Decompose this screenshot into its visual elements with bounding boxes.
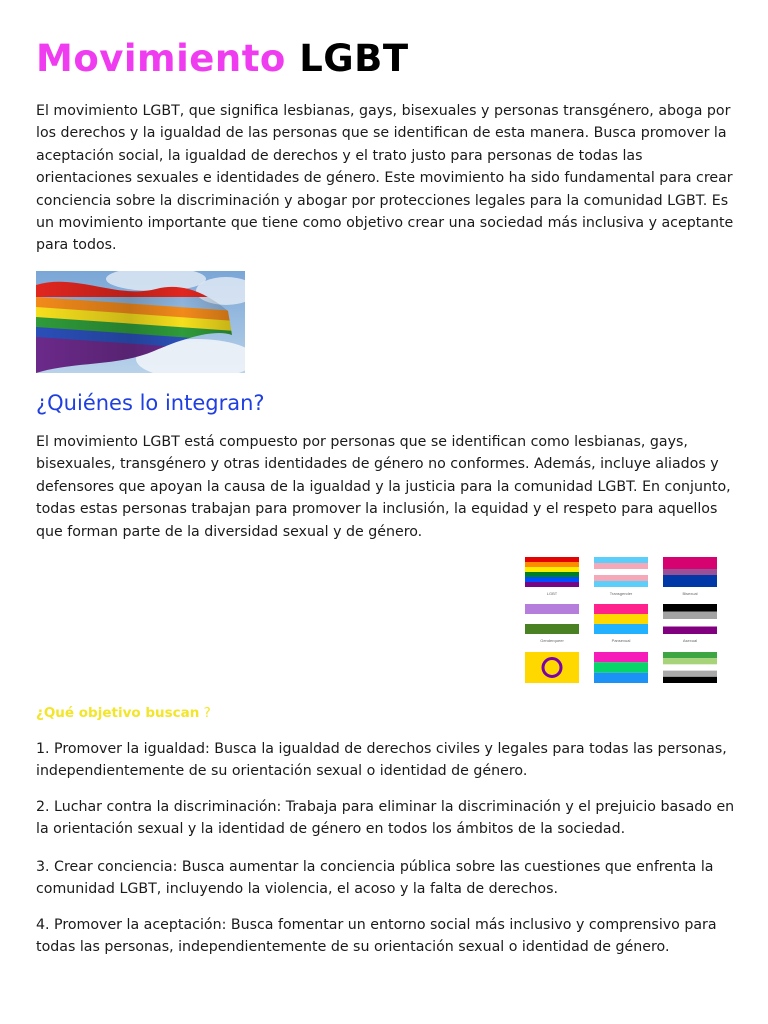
rainbow-flag-photo [36, 271, 245, 373]
title-word-lgbt: LGBT [299, 37, 409, 80]
section-heading-objetivo-tail: ? [199, 705, 211, 721]
flag-label-lgbt: LGBT [546, 591, 558, 596]
intro-paragraph: El movimiento LGBT, que significa lesbianas, gays, bisexuales y personas transgénero, aboga por los derechos y la igualdad de las personas que se identifican de esta manera. Busca promover la aceptación social, la igualdad de derechos y el trato justo para personas de todas las orientaciones sexuales e identidades de género. Este movimiento ha sido fundamental para crear conciencia sobre la discriminación y abogar por protecciones legales para la comunidad LGBT. Es un movimiento importante que tiene como objetivo crear una sociedad más inclusiva y aceptante para todos. [36, 103, 734, 254]
section-quienes-paragraph: El movimiento LGBT está compuesto por personas que se identifican como lesbianas, gays, bisexuales, transgénero y otras identidades de género no conformes. Además, incluye aliados y defensores que apoyan la causa de la igualdad y la justicia para la comunidad LGBT. En conjunto, todas estas personas trabajan para promover la inclusión, la equidad y el respeto para aquellos que forman parte de la diversidad sexual y de género. [36, 434, 731, 540]
title-word-movimiento: Movimiento [36, 37, 286, 80]
genderqueer-flag-icon [525, 604, 579, 634]
objective-item-1: 1. Promover la igualdad: Busca la igualdad de derechos civiles y legales para todas las personas, independientemente de su orientación sexual o identidad de género. [36, 741, 727, 780]
flag-label-asexual: Asexual [682, 638, 698, 643]
bisexual-flag-icon [663, 557, 717, 587]
flag-label-pansexual: Pansexual [611, 638, 631, 643]
flag-label-genderqueer: Genderqueer [540, 638, 564, 643]
page-title [36, 36, 409, 82]
section-heading-objetivo-text: ¿Qué objetivo buscan [36, 705, 200, 721]
objective-item-3: 3. Crear conciencia: Busca aumentar la conciencia pública sobre las cuestiones que enfrenta la comunidad LGBT, incluyendo la violencia, el acoso y la falta de derechos. [36, 859, 714, 898]
asexual-flag-icon [663, 604, 717, 634]
intersex-flag-icon [525, 652, 579, 683]
section-heading-objetivo [36, 703, 211, 723]
flag-label-transgender: Transgender [609, 591, 633, 596]
lgbt-flag-icon [525, 557, 579, 587]
polysexual-flag-icon [594, 652, 648, 683]
pansexual-flag-icon [594, 604, 648, 634]
objective-item-2: 2. Luchar contra la discriminación: Trabaja para eliminar la discriminación y el prejuicio basado en la orientación sexual y la identidad de género en todos los ámbitos de la sociedad. [36, 799, 735, 838]
aromantic-flag-icon [663, 652, 717, 683]
section-heading-quienes: ¿Quiénes lo integran? [36, 391, 265, 415]
objective-item-4: 4. Promover la aceptación: Busca fomentar un entorno social más inclusivo y comprensivo para todas las personas, independientemente de su orientación sexual o identidad de género. [36, 917, 717, 956]
transgender-flag-icon [594, 557, 648, 587]
pride-flags-grid-image [520, 554, 734, 688]
flag-label-bisexual: Bisexual [682, 591, 698, 596]
